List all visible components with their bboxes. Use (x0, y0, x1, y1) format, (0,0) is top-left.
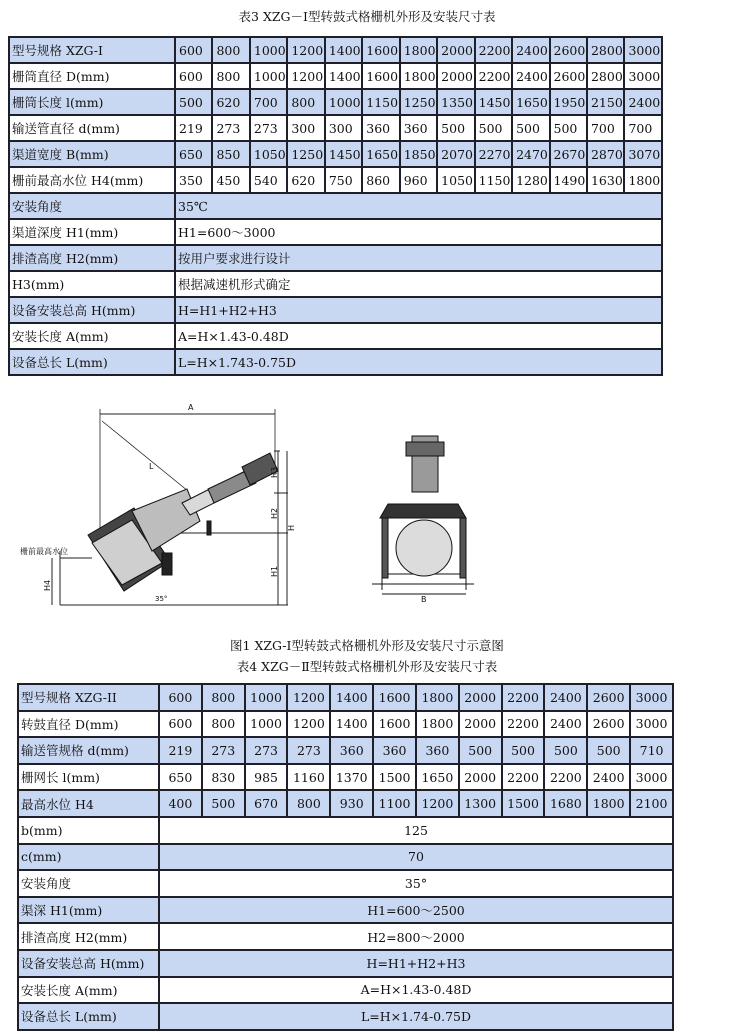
span-value: 125 (159, 817, 673, 844)
row-label: 安装角度 (9, 193, 175, 219)
cell-value: 3000 (630, 684, 673, 711)
cell-value: 3000 (630, 764, 673, 791)
cell-value: 1280 (512, 167, 549, 193)
row-label: 设备安装总高 H(mm) (18, 950, 159, 977)
cell-value: 2000 (437, 37, 474, 63)
row-label: 型号规格 XZG-I (9, 37, 175, 63)
cell-value: 273 (287, 737, 330, 764)
cell-value: 3000 (624, 63, 662, 89)
table4-row (18, 870, 673, 897)
cell-value: 800 (212, 37, 249, 63)
span-value: A=H×1.43-0.48D (159, 977, 673, 1004)
table4-row (18, 684, 673, 711)
row-label: 栅筒长度 l(mm) (9, 89, 175, 115)
span-value: H2=800～2000 (159, 923, 673, 950)
cell-value: 1200 (287, 711, 330, 738)
cell-value: 2400 (544, 684, 587, 711)
cell-value: 1000 (245, 684, 288, 711)
span-value: L=H×1.74-0.75D (159, 1003, 673, 1030)
cell-value: 600 (159, 711, 202, 738)
label-L: L (149, 462, 154, 471)
table3-row (9, 115, 662, 141)
cell-value: 830 (202, 764, 245, 791)
cell-value: 1500 (373, 764, 416, 791)
cell-value: 1680 (544, 790, 587, 817)
label-water-level: 栅前最高水位 (20, 547, 68, 556)
row-label: 排渣高度 H2(mm) (18, 923, 159, 950)
cell-value: 620 (287, 167, 324, 193)
cell-value: 1200 (287, 684, 330, 711)
table4 (17, 683, 674, 1031)
cell-value: 1050 (437, 167, 474, 193)
cell-value: 300 (287, 115, 324, 141)
cell-value: 500 (175, 89, 212, 115)
cell-value: 1800 (624, 167, 662, 193)
cell-value: 2400 (512, 37, 549, 63)
table3-row (9, 297, 662, 323)
cell-value: 1200 (287, 63, 324, 89)
row-label: 排渣高度 H2(mm) (9, 245, 175, 271)
cell-value: 2200 (475, 63, 512, 89)
row-label: 渠道宽度 B(mm) (9, 141, 175, 167)
cell-value: 1800 (587, 790, 630, 817)
row-label: 型号规格 XZG-II (18, 684, 159, 711)
label-H3: H3 (270, 466, 279, 478)
label-A: A (188, 403, 194, 412)
cell-value: 800 (212, 63, 249, 89)
row-label: c(mm) (18, 844, 159, 871)
cell-value: 1000 (245, 711, 288, 738)
cell-value: 2100 (630, 790, 673, 817)
cell-value: 1000 (250, 37, 287, 63)
cell-value: 3000 (630, 711, 673, 738)
span-value: A=H×1.43-0.48D (175, 323, 662, 349)
cell-value: 2070 (437, 141, 474, 167)
cell-value: 3070 (624, 141, 662, 167)
cell-value: 3000 (624, 37, 662, 63)
cell-value: 2200 (502, 684, 545, 711)
cell-value: 960 (400, 167, 437, 193)
cell-value: 1800 (400, 63, 437, 89)
cell-value: 2600 (587, 684, 630, 711)
cell-value: 2270 (475, 141, 512, 167)
cell-value: 800 (202, 711, 245, 738)
span-value: H=H1+H2+H3 (159, 950, 673, 977)
cell-value: 1400 (325, 63, 362, 89)
row-label: 渠深 H1(mm) (18, 897, 159, 924)
row-label: 设备总长 L(mm) (18, 1003, 159, 1030)
cell-value: 1400 (325, 37, 362, 63)
cell-value: 1490 (550, 167, 587, 193)
cell-value: 1650 (512, 89, 549, 115)
cell-value: 710 (630, 737, 673, 764)
cell-value: 2200 (502, 764, 545, 791)
cell-value: 2000 (459, 764, 502, 791)
cell-value: 700 (624, 115, 662, 141)
cell-value: 600 (159, 684, 202, 711)
cell-value: 360 (373, 737, 416, 764)
cell-value: 360 (362, 115, 399, 141)
span-value: H1=600～2500 (159, 897, 673, 924)
cell-value: 1600 (373, 711, 416, 738)
table4-row (18, 844, 673, 871)
cell-value: 1600 (362, 63, 399, 89)
cell-value: 219 (175, 115, 212, 141)
cell-value: 860 (362, 167, 399, 193)
span-value: 35° (159, 870, 673, 897)
cell-value: 300 (325, 115, 362, 141)
row-label: 栅网长 l(mm) (18, 764, 159, 791)
cell-value: 1100 (373, 790, 416, 817)
cell-value: 1650 (416, 764, 459, 791)
cell-value: 350 (175, 167, 212, 193)
cell-value: 1000 (250, 63, 287, 89)
cell-value: 1400 (330, 711, 373, 738)
cell-value: 1450 (325, 141, 362, 167)
cell-value: 930 (330, 790, 373, 817)
span-value: H1=600～3000 (175, 219, 662, 245)
span-value: 根据减速机形式确定 (175, 271, 662, 297)
cell-value: 500 (475, 115, 512, 141)
cell-value: 985 (245, 764, 288, 791)
cell-value: 2200 (544, 764, 587, 791)
row-label: 转鼓直径 D(mm) (18, 711, 159, 738)
row-label: 设备总长 L(mm) (9, 349, 175, 375)
cell-value: 1300 (459, 790, 502, 817)
table4-row (18, 977, 673, 1004)
table3-row (9, 349, 662, 375)
cell-value: 500 (550, 115, 587, 141)
row-label: 渠道深度 H1(mm) (9, 219, 175, 245)
cell-value: 2200 (475, 37, 512, 63)
table4-caption: 表4 XZG－Ⅱ型转鼓式格栅机外形及安装尺寸表 (236, 659, 498, 674)
row-label: 设备安装总高 H(mm) (9, 297, 175, 323)
cell-value: 800 (202, 684, 245, 711)
cell-value: 2400 (587, 764, 630, 791)
cell-value: 1150 (362, 89, 399, 115)
cell-value: 1200 (287, 37, 324, 63)
table4-row (18, 737, 673, 764)
cell-value: 1400 (330, 684, 373, 711)
table3-row (9, 37, 662, 63)
cell-value: 273 (245, 737, 288, 764)
span-value: L=H×1.743-0.75D (175, 349, 662, 375)
cell-value: 2600 (550, 63, 587, 89)
table3-row (9, 89, 662, 115)
cell-value: 1950 (550, 89, 587, 115)
cell-value: 1000 (325, 89, 362, 115)
cell-value: 500 (502, 737, 545, 764)
table4-row (18, 897, 673, 924)
table3 (8, 36, 663, 376)
cell-value: 650 (175, 141, 212, 167)
table3-row (9, 141, 662, 167)
label-H: H (287, 524, 296, 531)
cell-value: 500 (544, 737, 587, 764)
cell-value: 540 (250, 167, 287, 193)
table4-row (18, 764, 673, 791)
table4-row (18, 790, 673, 817)
label-H1: H1 (270, 565, 279, 577)
cell-value: 2800 (587, 37, 624, 63)
span-value: H=H1+H2+H3 (175, 297, 662, 323)
table3-row (9, 167, 662, 193)
cell-value: 400 (159, 790, 202, 817)
cell-value: 1800 (416, 684, 459, 711)
cell-value: 360 (416, 737, 459, 764)
table4-row (18, 1003, 673, 1030)
cell-value: 500 (437, 115, 474, 141)
row-label: 输送管直径 d(mm) (9, 115, 175, 141)
table4-row (18, 923, 673, 950)
cell-value: 600 (175, 63, 212, 89)
table4-row (18, 950, 673, 977)
cell-value: 1450 (475, 89, 512, 115)
row-label: 安装长度 A(mm) (9, 323, 175, 349)
cell-value: 2000 (459, 711, 502, 738)
cell-value: 273 (202, 737, 245, 764)
cell-value: 360 (400, 115, 437, 141)
cell-value: 500 (512, 115, 549, 141)
cell-value: 2000 (459, 684, 502, 711)
cell-value: 1850 (400, 141, 437, 167)
span-value: 70 (159, 844, 673, 871)
cell-value: 2400 (544, 711, 587, 738)
cell-value: 1370 (330, 764, 373, 791)
cell-value: 700 (250, 89, 287, 115)
cell-value: 500 (587, 737, 630, 764)
row-label: H3(mm) (9, 271, 175, 297)
front-view-diagram (368, 434, 478, 604)
label-H4: H4 (43, 579, 52, 591)
cell-value: 360 (330, 737, 373, 764)
cell-value: 2150 (587, 89, 624, 115)
cell-value: 650 (159, 764, 202, 791)
cell-value: 1800 (400, 37, 437, 63)
cell-value: 800 (287, 89, 324, 115)
cell-value: 1160 (287, 764, 330, 791)
cell-value: 600 (175, 37, 212, 63)
cell-value: 700 (587, 115, 624, 141)
cell-value: 620 (212, 89, 249, 115)
cell-value: 1200 (416, 790, 459, 817)
cell-value: 1500 (502, 790, 545, 817)
side-view-diagram (12, 393, 312, 611)
table3-caption: 表3 XZG－Ⅰ型转鼓式格栅机外形及安装尺寸表 (238, 9, 496, 24)
cell-value: 273 (250, 115, 287, 141)
cell-value: 500 (202, 790, 245, 817)
cell-value: 1800 (416, 711, 459, 738)
row-label: 安装角度 (18, 870, 159, 897)
table3-row (9, 219, 662, 245)
row-label: 最高水位 H4 (18, 790, 159, 817)
cell-value: 1250 (400, 89, 437, 115)
row-label: 栅筒直径 D(mm) (9, 63, 175, 89)
table3-row (9, 193, 662, 219)
cell-value: 219 (159, 737, 202, 764)
span-value: 按用户要求进行设计 (175, 245, 662, 271)
cell-value: 2400 (624, 89, 662, 115)
label-H2: H2 (270, 507, 279, 519)
cell-value: 273 (212, 115, 249, 141)
table3-row (9, 63, 662, 89)
table4-row (18, 711, 673, 738)
table3-row (9, 323, 662, 349)
table3-row (9, 245, 662, 271)
table4-row (18, 817, 673, 844)
cell-value: 2870 (587, 141, 624, 167)
cell-value: 2000 (437, 63, 474, 89)
cell-value: 2470 (512, 141, 549, 167)
table3-row (9, 271, 662, 297)
cell-value: 750 (325, 167, 362, 193)
row-label: b(mm) (18, 817, 159, 844)
cell-value: 670 (245, 790, 288, 817)
cell-value: 450 (212, 167, 249, 193)
label-angle: 35° (155, 595, 168, 603)
figure1-caption: 图1 XZG-Ⅰ型转鼓式格栅机外形及安装尺寸示意图 (230, 638, 504, 653)
row-label: 栅前最高水位 H4(mm) (9, 167, 175, 193)
cell-value: 2600 (587, 711, 630, 738)
cell-value: 2200 (502, 711, 545, 738)
cell-value: 1150 (475, 167, 512, 193)
cell-value: 800 (287, 790, 330, 817)
cell-value: 1600 (373, 684, 416, 711)
cell-value: 1630 (587, 167, 624, 193)
cell-value: 2400 (512, 63, 549, 89)
cell-value: 1600 (362, 37, 399, 63)
cell-value: 1650 (362, 141, 399, 167)
cell-value: 2800 (587, 63, 624, 89)
cell-value: 850 (212, 141, 249, 167)
cell-value: 500 (459, 737, 502, 764)
span-value: 35℃ (175, 193, 662, 219)
cell-value: 2600 (550, 37, 587, 63)
cell-value: 2670 (550, 141, 587, 167)
cell-value: 1050 (250, 141, 287, 167)
row-label: 安装长度 A(mm) (18, 977, 159, 1004)
row-label: 输送管规格 d(mm) (18, 737, 159, 764)
cell-value: 1250 (287, 141, 324, 167)
cell-value: 1350 (437, 89, 474, 115)
label-B: B (421, 595, 427, 604)
